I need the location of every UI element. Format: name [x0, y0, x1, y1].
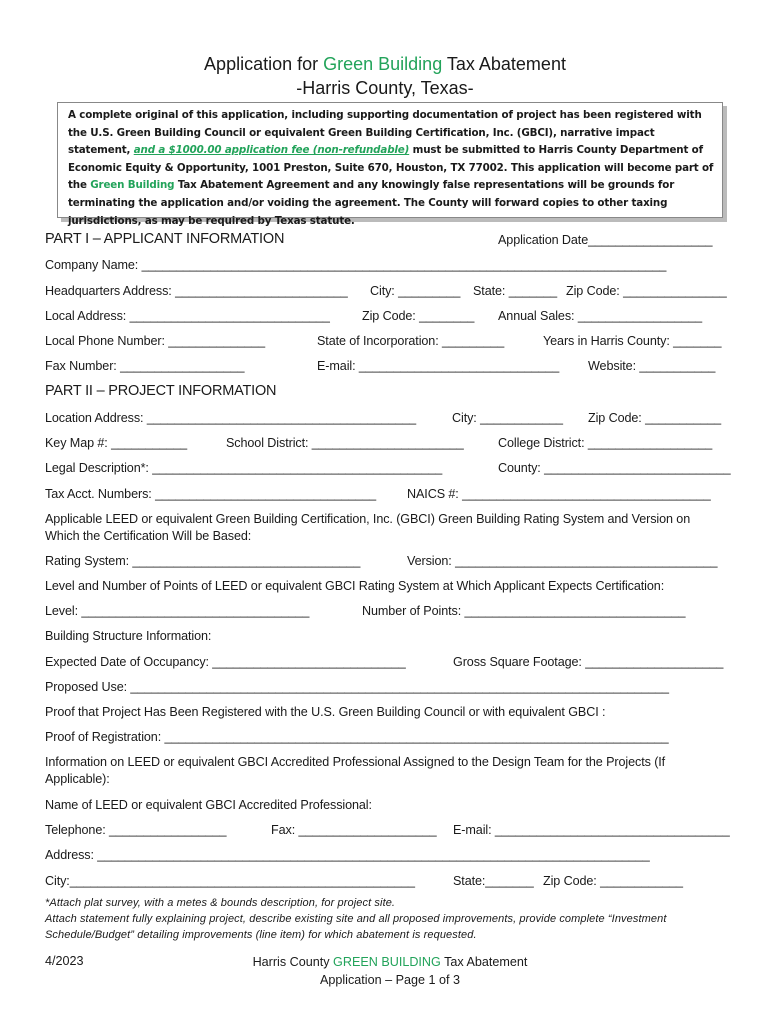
building-structure-label: Building Structure Information: [45, 629, 212, 643]
hq-state-field[interactable]: State: _______ [473, 284, 558, 298]
county-field[interactable]: County: ___________________________ [498, 461, 731, 475]
ap-address-field[interactable]: Address: ________________________________________________________________________________ [45, 848, 650, 862]
leed-question-line1: Applicable LEED or equivalent Green Building Certification, Inc. (GBCI) Green Building Rating System and Version on [45, 512, 691, 526]
points-field[interactable]: Number of Points: ________________________________ [362, 604, 686, 618]
ap-city-field[interactable]: City:__________________________________________________ [45, 874, 415, 888]
email-field[interactable]: E-mail: _____________________________ [317, 359, 560, 373]
level-field[interactable]: Level: _________________________________ [45, 604, 310, 618]
footer-green-text: GREEN BUILDING [333, 955, 441, 969]
years-harris-field[interactable]: Years in Harris County: _______ [543, 334, 722, 348]
ap-telephone-field[interactable]: Telephone: _________________ [45, 823, 227, 837]
fee-link[interactable]: and a $1000.00 application fee (non-refundable) [133, 144, 410, 157]
info-question-line2: Applicable): [45, 772, 110, 786]
proposed-use-field[interactable]: Proposed Use: ______________________________________________________________________________ [45, 680, 669, 694]
local-address-field[interactable]: Local Address: _____________________________ [45, 309, 330, 323]
rating-system-field[interactable]: Rating System: _________________________________ [45, 554, 361, 568]
school-district-field[interactable]: School District: ______________________ [226, 436, 464, 450]
hq-zip-field[interactable]: Zip Code: _______________ [566, 284, 727, 298]
gross-sqft-field[interactable]: Gross Square Footage: ____________________ [453, 655, 724, 669]
naics-field[interactable]: NAICS #: ____________________________________ [407, 487, 711, 501]
website-field[interactable]: Website: ___________ [588, 359, 716, 373]
ap-fax-field[interactable]: Fax: ____________________ [271, 823, 437, 837]
notice-box: A complete original of this application, including supporting documentation of project has been registered with the U.S. Green Building Council or equivalent Green Building Certification, Inc. (GBCI), narrative impact statement, and a $1000.00 application fee (non-refundable) must be submitted to Harris County Department of Economic Equity & Opportunity, 1001 Preston, Suite 670, Houston, TX 77002. This application will become part of the Green Building Tax Abatement Agreement and any knowingly false representations will be grounds for terminating the application and/or voiding the agreement. The County will forward copies to other taxing jurisdictions, as may be required by Texas statute. [57, 102, 723, 218]
form-title: Application for Green Building Tax Abatement [204, 54, 566, 74]
key-map-field[interactable]: Key Map #: ___________ [45, 436, 188, 450]
location-zip-field[interactable]: Zip Code: ___________ [588, 411, 722, 425]
note-statement-line2: Schedule/Budget” detailing improvements (line item) for which abatement is requested. [45, 929, 477, 941]
footer-title: Harris County GREEN BUILDING Tax Abatement [252, 955, 528, 969]
footer-date: 4/2023 [45, 954, 84, 968]
ap-email-field[interactable]: E-mail: __________________________________ [453, 823, 730, 837]
annual-sales-field[interactable]: Annual Sales: __________________ [498, 309, 703, 323]
hq-address-field[interactable]: Headquarters Address: _________________________ [45, 284, 348, 298]
footer-page-number: Application – Page 1 of 3 [319, 973, 461, 987]
level-question: Level and Number of Points of LEED or equivalent GBCI Rating System at Which Applicant Expects Certification: [45, 579, 665, 593]
ap-zip-field[interactable]: Zip Code: ____________ [543, 874, 683, 888]
part1-heading: PART I – APPLICANT INFORMATION [45, 231, 285, 247]
form-subtitle: -Harris County, Texas- [296, 78, 474, 98]
state-incorporation-field[interactable]: State of Incorporation: _________ [317, 334, 505, 348]
company-name-field[interactable]: Company Name: ____________________________________________________________________________ [45, 258, 667, 272]
proof-question: Proof that Project Has Been Registered with the U.S. Green Building Council or with equivalent GBCI : [45, 705, 606, 719]
location-city-field[interactable]: City: ____________ [452, 411, 563, 425]
version-field[interactable]: Version: ______________________________________ [407, 554, 718, 568]
title-green-text: Green Building [323, 54, 443, 74]
local-phone-field[interactable]: Local Phone Number: ______________ [45, 334, 265, 348]
info-question-line1: Information on LEED or equivalent GBCI Accredited Professional Assigned to the Design Team for the Projects (If [45, 755, 666, 769]
local-zip-field[interactable]: Zip Code: ________ [362, 309, 475, 323]
hq-city-field[interactable]: City: _________ [370, 284, 461, 298]
part2-heading: PART II – PROJECT INFORMATION [45, 383, 277, 399]
college-district-field[interactable]: College District: __________________ [498, 436, 713, 450]
tax-account-field[interactable]: Tax Acct. Numbers: ________________________________ [45, 487, 377, 501]
location-address-field[interactable]: Location Address: _______________________________________ [45, 411, 417, 425]
application-date-field[interactable]: Application Date__________________ [498, 233, 713, 247]
note-plat-survey: *Attach plat survey, with a metes & bounds description, for project site. [45, 897, 396, 909]
ap-state-field[interactable]: State:_______ [453, 874, 534, 888]
note-statement-line1: Attach statement fully explaining project, describe existing site and all proposed improvements, provide complete “Investment [45, 913, 667, 925]
occupancy-date-field[interactable]: Expected Date of Occupancy: ____________________________ [45, 655, 406, 669]
leed-question-line2: Which the Certification Will be Based: [45, 529, 252, 543]
accredited-professional-label: Name of LEED or equivalent GBCI Accredited Professional: [45, 798, 372, 812]
legal-description-field[interactable]: Legal Description*: __________________________________________ [45, 461, 443, 475]
fax-field[interactable]: Fax Number: __________________ [45, 359, 245, 373]
proof-registration-field[interactable]: Proof of Registration: _________________________________________________________________________ [45, 730, 669, 744]
